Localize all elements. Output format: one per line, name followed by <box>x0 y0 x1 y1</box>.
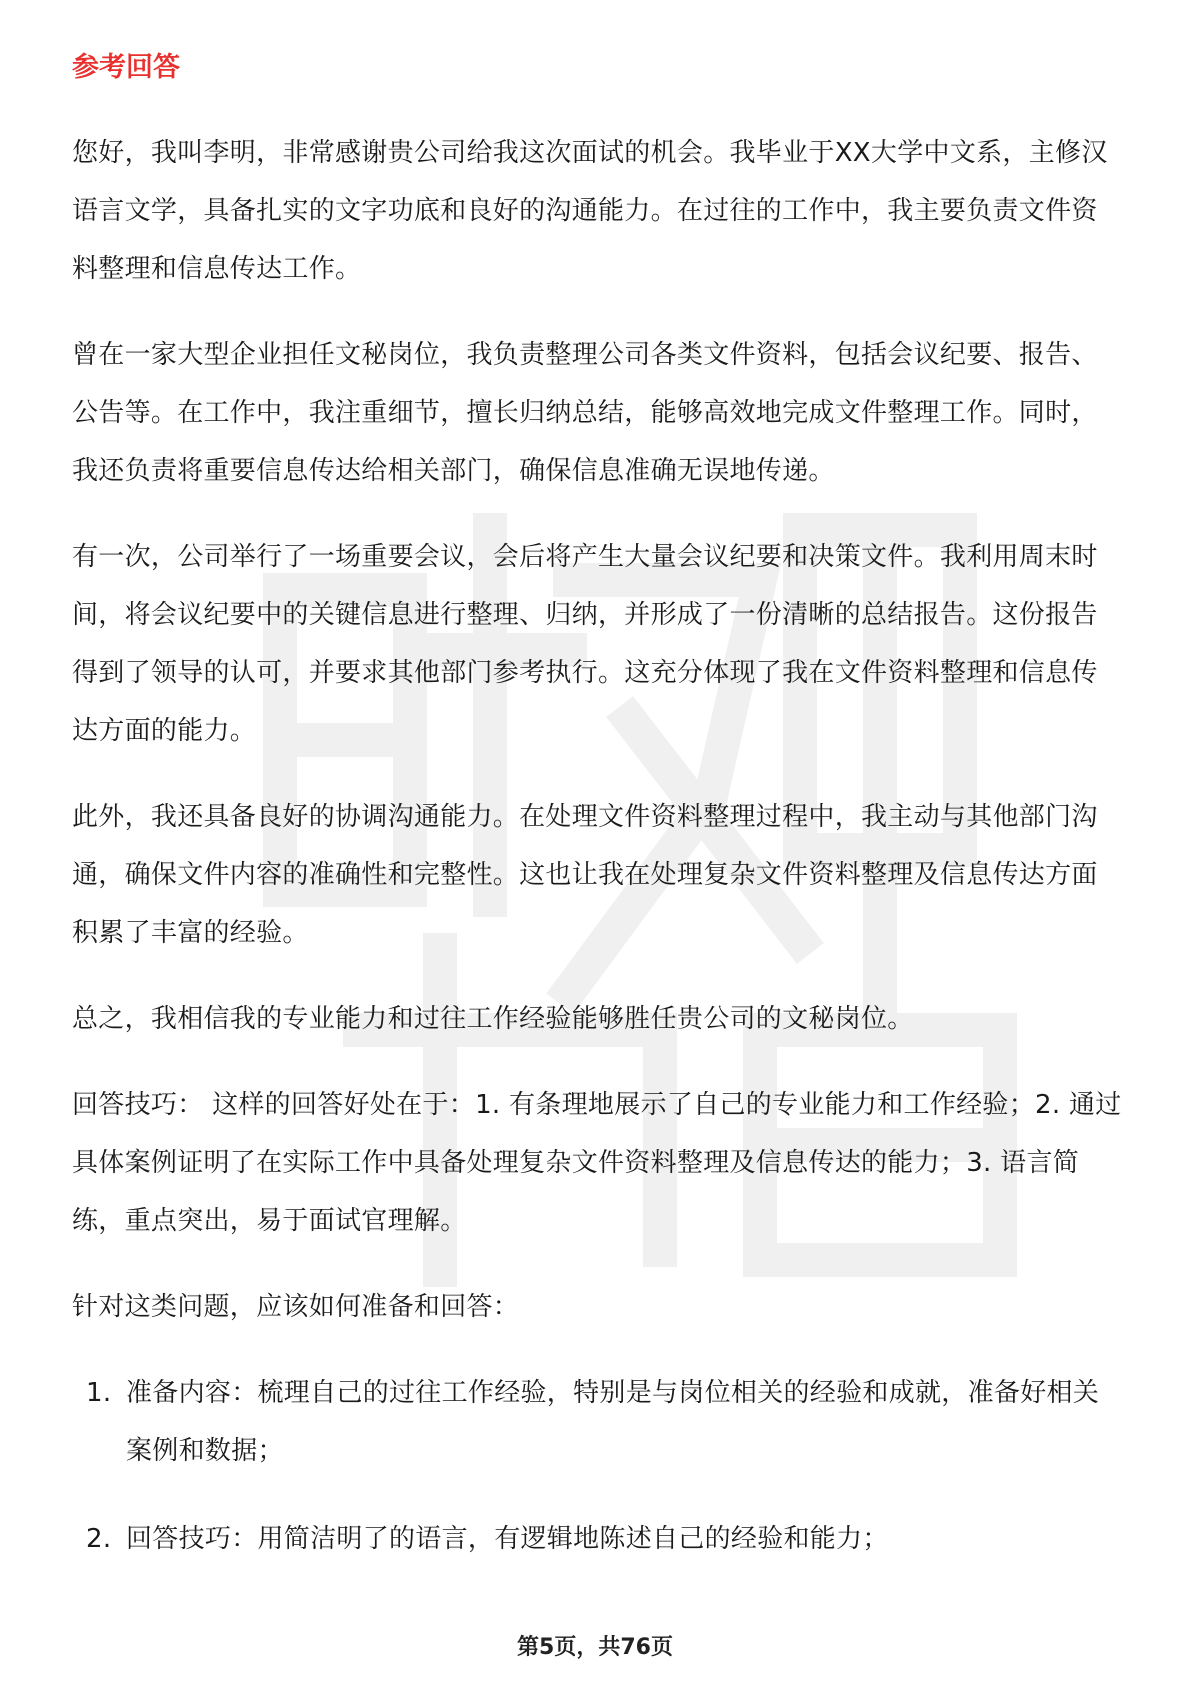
paragraph-intro: 您好，我叫李明，非常感谢贵公司给我这次面试的机会。我毕业于XX大学中文系，主修汉语言文学，具备扎实的文字功底和良好的沟通能力。在过往的工作中，我主要负责文件资料整理和信息传达工作。 <box>72 138 1108 284</box>
preparation-list <box>72 1364 1122 1568</box>
list-item <box>72 1510 1122 1568</box>
paragraph-summary: 总之，我相信我的专业能力和过往工作经验能够胜任贵公司的文秘岗位。 <box>72 1004 914 1034</box>
list-item-text: 回答技巧：用简洁明了的语言，有逻辑地陈述自己的经验和能力； <box>126 1524 889 1554</box>
document-page <box>72 50 1122 1598</box>
paragraph-example: 有一次，公司举行了一场重要会议，会后将产生大量会议纪要和决策文件。我利用周末时间，将会议纪要中的关键信息进行整理、归纳，并形成了一份清晰的总结报告。这份报告得到了领导的认可，并要求其他部门参考执行。这充分体现了我在文件资料整理和信息传达方面的能力。 <box>72 542 1098 746</box>
list-item <box>72 1364 1122 1480</box>
paragraph-tips: 回答技巧： 这样的回答好处在于：1. 有条理地展示了自己的专业能力和工作经验；2. 通过具体案例证明了在实际工作中具备处理复杂文件资料整理及信息传达的能力；3. 语言简练，重点突出，易于面试官理解。 <box>72 1090 1122 1236</box>
list-item-text: 准备内容：梳理自己的过往工作经验，特别是与岗位相关的经验和成就，准备好相关案例和数据； <box>126 1378 1100 1466</box>
list-item-number: 1. <box>86 1378 112 1408</box>
paragraph-communication: 此外，我还具备良好的协调沟通能力。在处理文件资料整理过程中，我主动与其他部门沟通，确保文件内容的准确性和完整性。这也让我在处理复杂文件资料整理及信息传达方面积累了丰富的经验。 <box>72 802 1098 948</box>
page-number-footer: 第5页，共76页 <box>517 1635 673 1660</box>
section-heading: 参考回答 <box>72 52 180 83</box>
list-item-number: 2. <box>86 1524 112 1554</box>
paragraph-experience: 曾在一家大型企业担任文秘岗位，我负责整理公司各类文件资料，包括会议纪要、报告、公告等。在工作中，我注重细节，擅长归纳总结，能够高效地完成文件整理工作。同时，我还负责将重要信息传达给相关部门，确保信息准确无误地传递。 <box>72 340 1098 486</box>
paragraph-list-intro: 针对这类问题，应该如何准备和回答： <box>72 1292 520 1322</box>
